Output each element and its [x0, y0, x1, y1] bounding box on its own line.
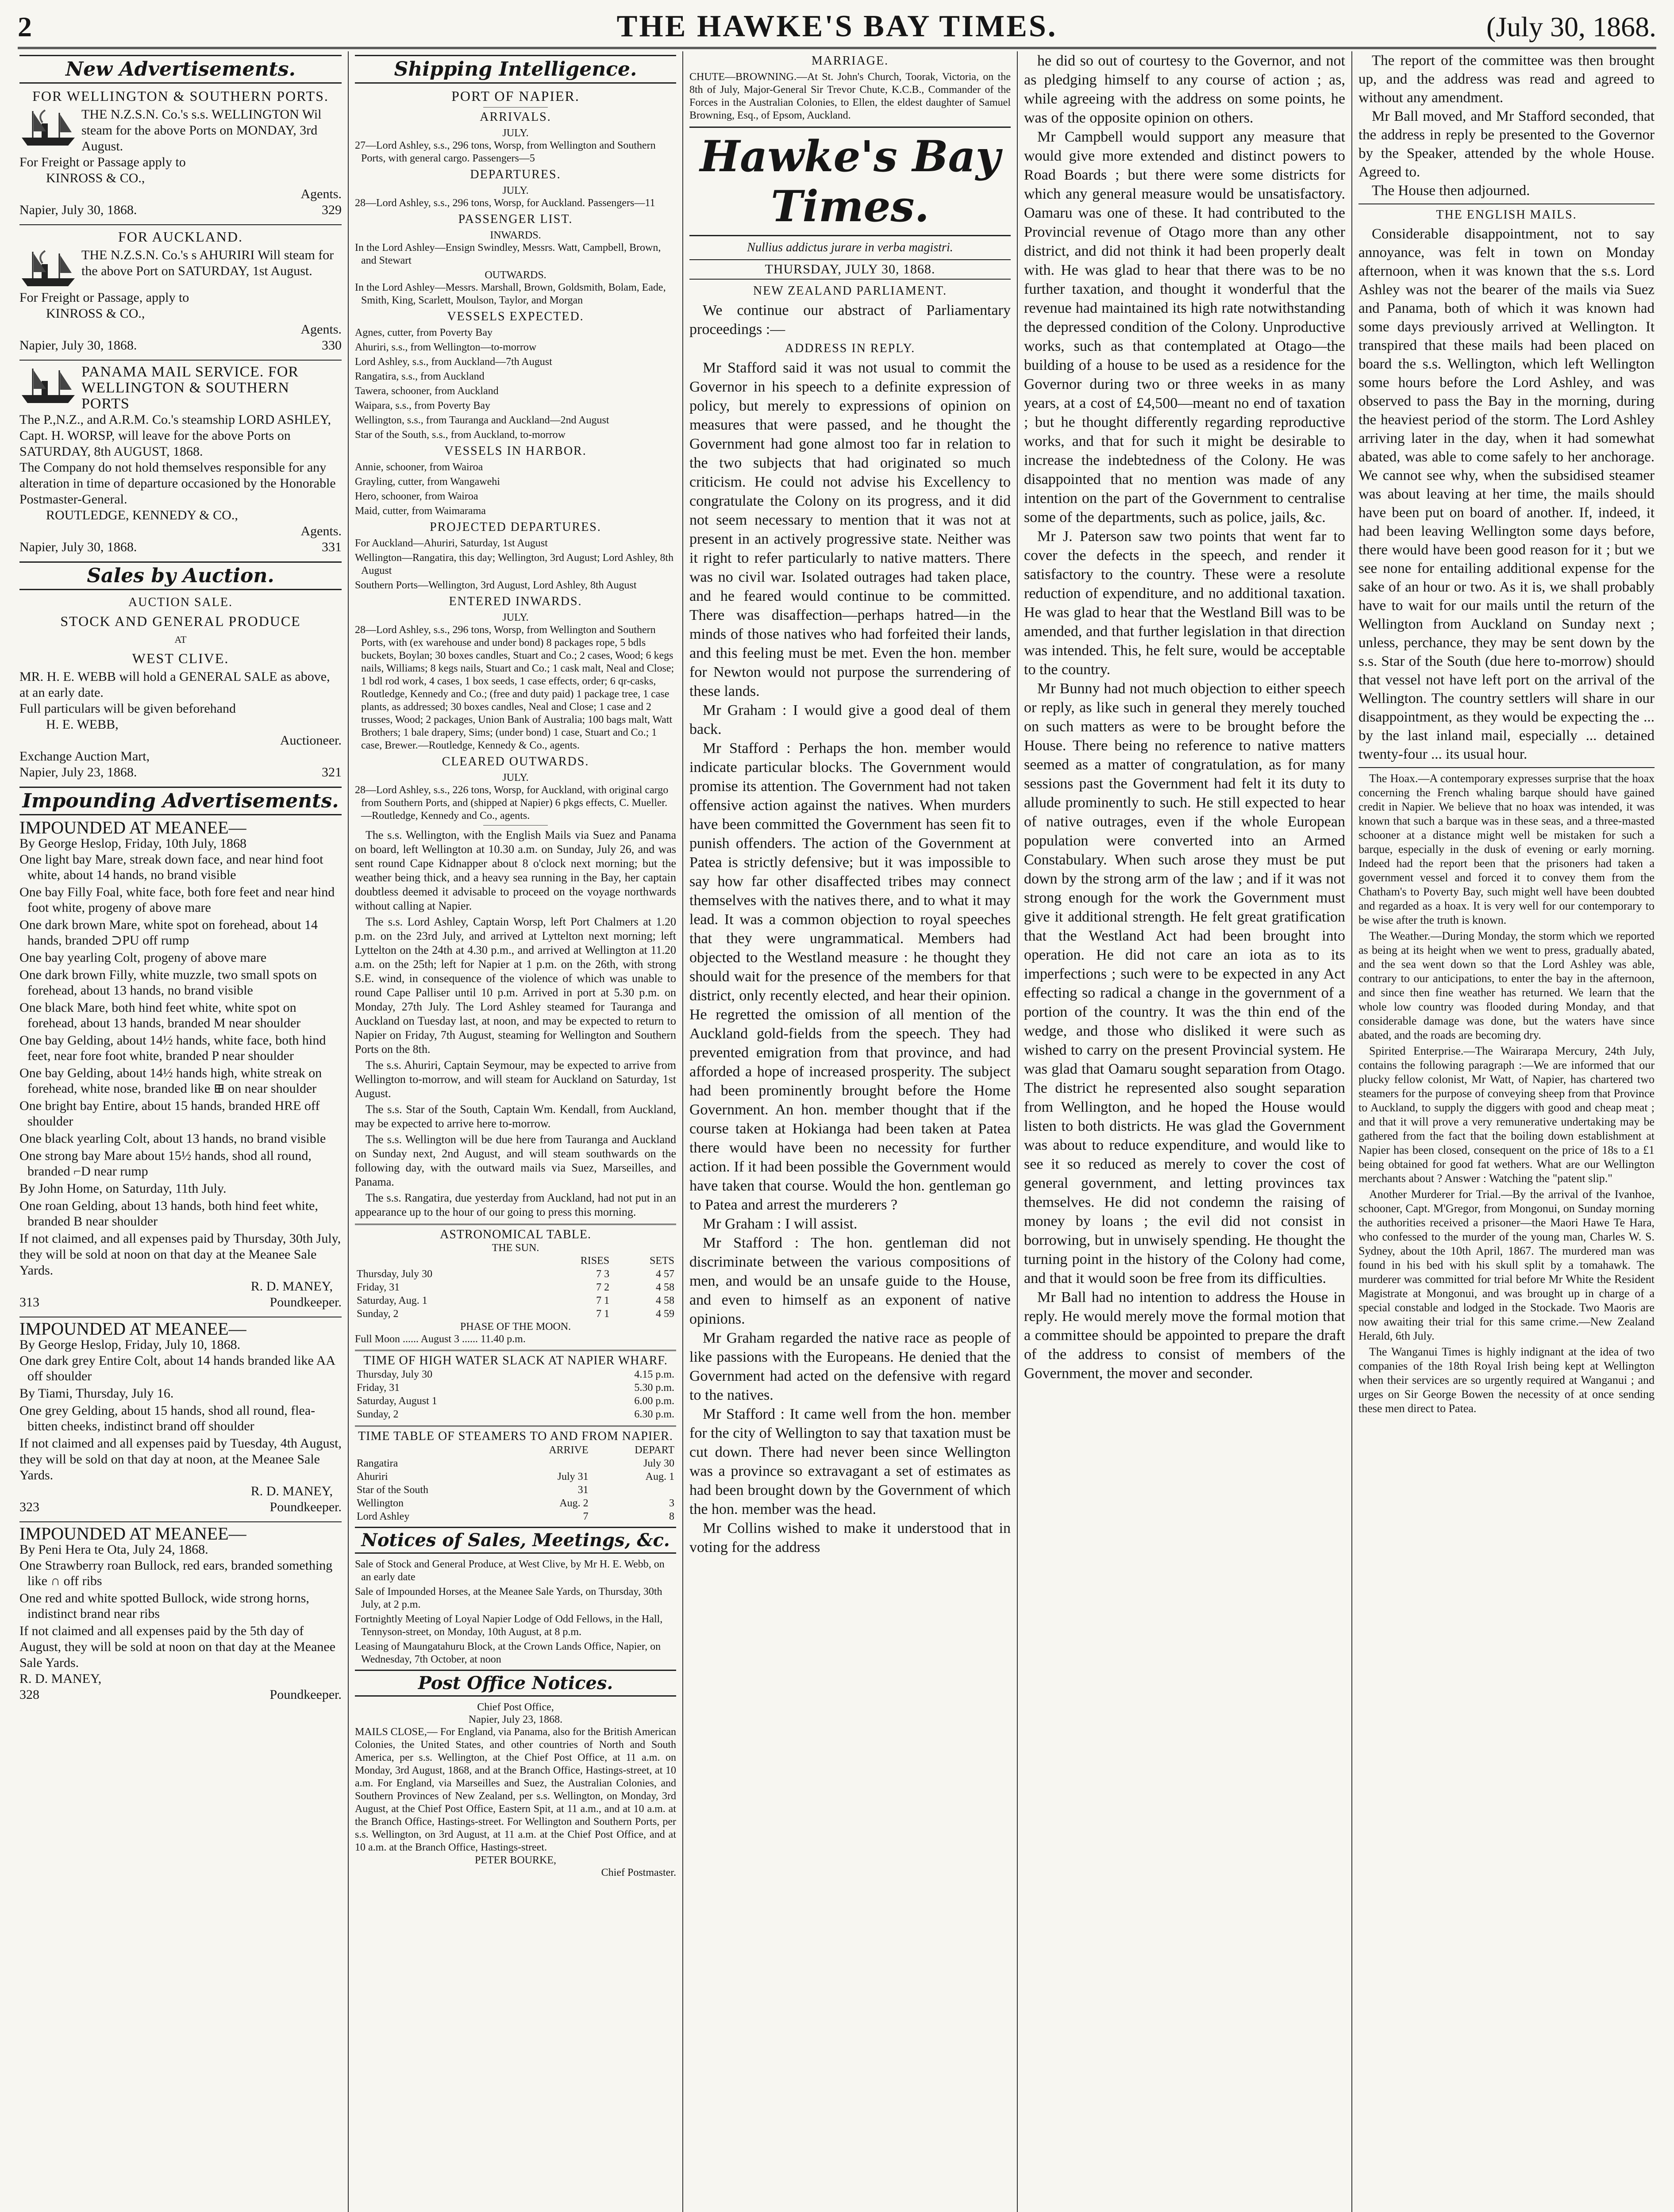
column-header: ARRIVE — [549, 1444, 589, 1456]
outwards-passengers: In the Lord Ashley—Messrs. Marshall, Brown, Goldsmith, Bolam, Eade, Smith, King, Scarlett, Moulson, Taylor, and Morgan — [355, 282, 666, 306]
list-item: The s.s. Wellington, with the English Mails via Suez and Panama on board, left Wellington at 10.30 a.m. on Sunday, July 26, and was sent round Cape Kidnapper about 8 o'clock next morning; but the weather being thick, and a heavy sea running in the Bay, her captain doubtless deemed it advisable to proceed on the voyage northwards without calling at Napier. — [355, 829, 676, 912]
list-item: Maid, cutter, from Waimarama — [355, 505, 486, 517]
ad-title: PANAMA MAIL SERVICE. FOR WELLINGTON & SOUTHERN PORTS — [81, 364, 299, 412]
list-item: The s.s. Rangatira, due yesterday from Auckland, had not put in an appearance up to the hour of our going to press this morning. — [355, 1191, 676, 1218]
arrivals-label: ARRIVALS. — [480, 110, 551, 124]
ad-agents-label: Agents. — [300, 524, 342, 538]
auction-label: AUCTION SALE. — [128, 595, 233, 609]
post-office-date: Napier, July 23, 1868. — [468, 1714, 563, 1725]
inwards-passengers: In the Lord Ashley—Ensign Swindley, Messrs. Watt, Campbell, Brown, and Stewart — [355, 242, 661, 266]
list-item: Tawera, schooner, from Auckland — [355, 385, 499, 397]
auction-by: H. E. WEBB, — [46, 717, 119, 732]
divider — [19, 360, 342, 361]
list-item: The s.s. Star of the South, Captain Wm. Kendall, from Auckland, may be expected to arrive here to-morrow. — [355, 1103, 676, 1130]
newspaper-motto: Nullius addictus jurare in verba magistri. — [747, 241, 953, 254]
pound-title: IMPOUNDED AT MEANEE— — [19, 818, 246, 837]
pound-role: Poundkeeper. — [269, 1500, 342, 1514]
astronomical-table-title: ASTRONOMICAL TABLE. — [355, 1224, 676, 1242]
list-item: Wellington, s.s., from Tauranga and Auckland—2nd August — [355, 415, 609, 426]
table-header — [355, 1444, 676, 1457]
list-item: One dark grey Entire Colt, about 14 hands branded like AA off shoulder — [19, 1353, 335, 1383]
list-item: Fortnightly Meeting of Loyal Napier Lodge of Odd Fellows, in the Hall, Tennyson-street, on Monday, 10th August, at 8 p.m. — [355, 1613, 663, 1638]
parliament-body — [1024, 51, 1345, 1383]
table-cell: 4 59 — [656, 1308, 674, 1320]
pound-by: By George Heslop, Friday, July 10, 1868. — [19, 1337, 241, 1352]
list-item: Annie, schooner, from Wairoa — [355, 461, 483, 473]
table-cell: Rangatira — [357, 1458, 398, 1469]
month-label: JULY. — [502, 772, 529, 783]
month-label: JULY. — [502, 612, 529, 623]
list-item: The Weather.—During Monday, the storm which we reported as being at its height when we went to press, gradually abated, and the sea went down so that the Lord Ashley was able, contrary to our anticipations, to enter the bay in the afternoon, and since then fine weather has returned. We learn that the whole low country was flooded during Monday, and that considerable damage was done, but the waters have since abated, and the roads are becoming dry. — [1358, 929, 1655, 1041]
table-cell: 7 3 — [596, 1268, 610, 1280]
list-item: By Tiami, Thursday, July 16. — [19, 1386, 174, 1401]
column-shipping — [348, 51, 682, 2212]
astronomical-sub: THE SUN. — [492, 1242, 539, 1254]
pound-by: By George Heslop, Friday, 10th July, 1868 — [19, 836, 247, 851]
table-cell: Sunday, 2 — [357, 1409, 399, 1420]
ad-freight: For Freight or Passage, apply to — [19, 290, 189, 305]
vessels-expected-label: VESSELS EXPECTED. — [447, 310, 584, 323]
list-item: One bay Gelding, about 14½ hands, white face, both hind feet, near fore foot white, branded P near shoulder — [19, 1033, 326, 1063]
pound-notice-3 — [19, 1526, 342, 1703]
vessels-in-harbor-label: VESSELS IN HARBOR. — [444, 444, 587, 458]
auction-role: Auctioneer. — [280, 733, 342, 748]
list-item: For Auckland—Ahuriri, Saturday, 1st August — [355, 538, 548, 549]
list-item: The report of the committee was then brought up, and the address was read and agreed to without any amendment. — [1358, 53, 1655, 106]
table-row — [355, 1510, 676, 1523]
table-row — [355, 1381, 676, 1394]
list-item: One bay Filly Foal, white face, both fore feet and near hind foot white, progeny of above mare — [19, 885, 335, 915]
table-row — [355, 1457, 676, 1470]
projected-departures-list — [355, 537, 676, 592]
ad-wellington — [19, 88, 342, 218]
inwards-label: INWARDS. — [490, 230, 541, 241]
pound-sign: R. D. MANEY, — [19, 1671, 102, 1686]
report-body — [1358, 51, 1655, 200]
list-item: Mr Stafford said it was not usual to commit the Governor in his speech to a definite expression of policy, but merely to expressions of opinion on measures that were passed, and he thought the Government had gone almost too far in relation to the two subjects that had originated so much criticism. He could not advise his Excellency to congratulate the Colony on its progress, and it did not seem necessary to mention that it was not at present in an actively progressive state. Neither was it right to refer particularly to native matters. There was no civil war. Isolated outrages had taken place, and he feared would continue to be committed. There was disaffection—perhaps hatred—in the minds of those natives who had forfeited their lands, and this feeling must be met. Even the hon. member for Newton would not purpose the surrendering of these lands. — [689, 360, 1011, 699]
astronomical-table — [355, 1254, 676, 1321]
list-item: Mr Collins wished to make it understood that in voting for the address — [689, 1520, 1011, 1555]
projected-departures-label: PROJECTED DEPARTURES. — [430, 520, 601, 534]
table-cell: Sunday, 2 — [357, 1308, 399, 1320]
pound-items — [19, 1353, 342, 1434]
pound-notice-2 — [19, 1321, 342, 1515]
table-row — [355, 1368, 676, 1381]
auction-place-date: Napier, July 23, 1868. — [19, 765, 137, 780]
columns — [13, 51, 1661, 2212]
ad-auction — [19, 595, 342, 780]
table-cell: 8 — [669, 1511, 674, 1522]
news-items — [1358, 772, 1655, 1416]
column-advertisements — [13, 51, 348, 2212]
sales-by-auction-heading: Sales by Auction. — [19, 561, 342, 590]
list-item: One roan Gelding, about 13 hands, both hind feet white, branded B near shoulder — [19, 1198, 318, 1229]
column-header: RISES — [580, 1255, 610, 1267]
list-item: Spirited Enterprise.—The Wairarapa Mercury, 24th July, contains the following paragraph :—We are informed that our plucky fellow colonist, Mr Watt, of Napier, has chartered two steamers for the purpose of conveying sheep from that Province to Auckland, to supply the diggers with good and cheap meat ; and that it will prove a very remunerative undertaking may be gathered from the fact that the boiling down establishment at Napier has been closed, consequent on the price of 18s to a £1 being obtained for good fat wethers. What are our Wellington merchants about ? Answer : Watching the "patent slip." — [1358, 1045, 1655, 1185]
ad-agent: KINROSS & CO., — [46, 171, 145, 185]
editorial-dateline: THURSDAY, JULY 30, 1868. — [689, 259, 1011, 280]
moon-phase: Full Moon ...... August 3 ...... 11.40 p.m. — [355, 1333, 526, 1345]
month-label: JULY. — [502, 127, 529, 139]
impounding-heading: Impounding Advertisements. — [19, 787, 342, 815]
list-item: Mr Graham regarded the native race as people of like passions with the Europeans. He denied that the Government had acted on the defensive with regard to the natives. — [689, 1330, 1011, 1403]
column-parliament — [1017, 51, 1351, 2212]
list-item: The House then adjourned. — [1372, 183, 1530, 199]
pound-footer: If not claimed, and all expenses paid by Thursday, 30th July, they will be sold at noon on that day at the Meanee Sale Yards. — [19, 1231, 341, 1278]
table-cell: July 30 — [643, 1458, 674, 1469]
vessels-expected-list — [355, 326, 676, 442]
list-item: The s.s. Wellington will be due here from Tauranga and Auckland on Sunday next, 2nd August, and will steam southwards on the following day, with the outward mails via Suez, Marseilles, and Panama. — [355, 1133, 676, 1188]
list-item: One bright bay Entire, about 15 hands, branded HRE off shoulder — [19, 1098, 320, 1129]
section-title: NEW ZEALAND PARLIAMENT. — [753, 284, 947, 298]
table-cell: Thursday, July 30 — [357, 1369, 433, 1380]
auction-number: 321 — [322, 765, 342, 780]
list-item: Leasing of Maungatahuru Block, at the Crown Lands Office, Napier, on Wednesday, 7th October, at noon — [355, 1641, 661, 1665]
divider — [1358, 767, 1655, 768]
new-advertisements-heading: New Advertisements. — [19, 55, 342, 84]
ad-agents-label: Agents. — [300, 322, 342, 337]
entered-inwards-label: ENTERED INWARDS. — [449, 595, 582, 608]
list-item: Grayling, cutter, from Wangawehi — [355, 476, 500, 488]
table-row — [355, 1394, 676, 1408]
table-cell: Aug. 2 — [559, 1498, 589, 1509]
steamship-icon — [19, 247, 77, 290]
list-item: Lord Ashley, s.s., from Auckland—7th August — [355, 356, 552, 368]
table-cell: Saturday, August 1 — [357, 1395, 437, 1407]
auction-mart: Exchange Auction Mart, — [19, 749, 150, 764]
marriage-label: MARRIAGE. — [811, 54, 889, 68]
table-cell: 6.30 p.m. — [634, 1409, 674, 1420]
pound-number: 313 — [19, 1295, 39, 1310]
table-cell: July 31 — [557, 1471, 589, 1482]
table-row — [355, 1497, 676, 1510]
marriage-notice: CHUTE—BROWNING.—At St. John's Church, Toorak, Victoria, on the 8th of July, Major-General Sir Trevor Chute, K.C.B., Commander of the Forces in the Australian Colonies, to Ellen, the eldest daughter of Samuel Browning, Esq., of Epsom, Auckland. — [689, 71, 1011, 121]
table-cell: Friday, 31 — [357, 1282, 400, 1293]
english-mails-body — [1358, 225, 1655, 764]
list-item: he did so out of courtesy to the Governor, and not as pledging himself to any course of action ; as, while agreeing with the address on some points, he was of the opposite opinion on others. — [1024, 53, 1345, 126]
pound-number: 323 — [19, 1500, 39, 1514]
post-office-sign: PETER BOURKE, — [474, 1855, 556, 1866]
ad-number: 330 — [322, 338, 342, 353]
ad-auckland — [19, 229, 342, 353]
outwards-label: OUTWARDS. — [485, 269, 546, 281]
divider — [19, 224, 342, 225]
list-item: Waipara, s.s., from Poverty Bay — [355, 400, 490, 411]
table-row — [355, 1281, 676, 1294]
table-row — [355, 1267, 676, 1281]
steamship-icon — [19, 107, 77, 149]
pound-number: 328 — [19, 1687, 39, 1702]
list-item: Southern Ports—Wellington, 3rd August, Lord Ashley, 8th August — [355, 580, 637, 591]
notices-list — [355, 1558, 676, 1666]
list-item: 27—Lord Ashley, s.s., 296 tons, Worsp, from Wellington and Southern Ports, with general cargo. Passengers—5 — [355, 140, 656, 164]
post-office-place: Chief Post Office, — [477, 1701, 554, 1713]
list-item: Another Murderer for Trial.—By the arrival of the Ivanhoe, schooner, Capt. M'Gregor, from Mongonui, on Sunday morning the authorities received a prisoner—the Maori Hawe Te Hara, who confessed to the murder of the young man, Charles W. S. Sydney, about the 10th April, 1867. The murdered man was found in his bed with his skull split by a tomahawk. The murderer was committed for trial before Mr White the Resident Magistrate at Mongonui, and was brought up in charge of a special constable and lodged in the Stockade. Two Maoris are now awaiting their trial for this same crime.—New Zealand Herald, 6th July. — [1358, 1188, 1655, 1342]
moon-phase-label: PHASE OF THE MOON. — [460, 1321, 571, 1333]
table-cell: 7 1 — [596, 1295, 610, 1306]
list-item: One dark brown Mare, white spot on forehead, about 14 hands, branded ⊃PU off rump — [19, 918, 318, 948]
steamer-table — [355, 1444, 676, 1523]
list-item: Hero, schooner, from Wairoa — [355, 491, 478, 502]
notices-of-sales-heading: Notices of Sales, Meetings, &c. — [355, 1527, 676, 1554]
table-cell: 4 58 — [656, 1295, 674, 1306]
month-label: JULY. — [502, 185, 529, 196]
list-item: Agnes, cutter, from Poverty Bay — [355, 327, 493, 338]
list-item: Mr Bunny had not much objection to either speech or reply, as like such in general they merely touched on such matters as were to be brought before the House. There being no reference to native matters seemed as a matter of congratulation, as for many sessions past the Government had felt it its duty to allude prominently to such. He still expected to hear of native outrages, even if the whole European population were converted into an Armed Constabulary. When such arose they must be put down by the strong arm of the law ; and if it was not strong enough for the work the Government must give it additional strength. He felt great gratification that the Westland Act had been brought into operation. He did not care an iota as to its imperfections ; such were to be expected in any Act effecting so radical a change in the government of a portion of the country. It was the thin end of the wedge, and those who disliked it were such as wished to carry on the present Provincial system. He was glad that Oamaru sought separation from Otago. The district he represented also sought separation from Wellington, and he hoped the House would listen to both districts. He was glad the Government was about to reduce expenditure, and would like to see it so reduced as merely to cover the cost of general government, and letting provinces tax themselves. He did not condemn the raising of money by loans ; the evil did not consist in borrowing, but in unwisely spending. He thought the turning point in the history of the Colony had come, and that it would soon be free from its difficulties. — [1024, 680, 1345, 1286]
post-office-text: MAILS CLOSE,— For England, via Panama, also for the British American Colonies, the United States, and other countries of North and South America, per s.s. Wellington, at the Chief Post Office, at 11 a.m. on Monday, 3rd August, 1868, and at the Branch Office, Hastings-street, at 10 a.m. For England, via Marseilles and Suez, the Australian Colonies, and Southern Provinces of New Zealand, per s.s. Wellington, on Monday, 3rd August, at the Chief Post Office, Eastern Spit, at 11 a.m., and at 10 a.m. at the Branch Office, Hastings-street. For Wellington and Southern Ports, per s.s. Wellington, on 3rd August, at 11 a.m. at the Chief Post Office, and at 10 a.m. at the Branch Office, Hastings-street. — [355, 1726, 676, 1853]
shipping-news — [355, 828, 676, 1219]
list-item: Mr J. Paterson saw two points that went far to cover the defects in the speech, and render it satisfactory to the country. These were a resolute reduction of expenditure, and no additional taxation. He was glad to hear that the Westland Bill was to be amended, and that further legislation in that direction was intended. This, he felt sure, would be acceptable to the country. — [1024, 528, 1345, 678]
masthead — [18, 8, 1656, 49]
table-row — [355, 1307, 676, 1321]
column-header: SETS — [649, 1255, 674, 1267]
list-item: Mr Stafford : It came well from the hon. member for the city of Wellington to say that taxation must be cut down. There had never been since Wellington was a province so extravagant a set of estimates as had been brought down by the Government of which the hon. member was the head. — [689, 1406, 1011, 1517]
steamer-table-title: TIME TABLE OF STEAMERS TO AND FROM NAPIER. — [355, 1425, 676, 1444]
table-cell: Aug. 1 — [645, 1471, 674, 1482]
pound-items — [19, 852, 342, 1229]
list-item: The s.s. Lord Ashley, Captain Worsp, left Port Chalmers at 1.20 p.m. on the 23rd July, and arrived at Lyttelton next morning; left Lyttelton on the 24th at 4.30 p.m., and arrived at Wellington at 11.20 a.m. on the 25th; left for Napier at 1 p.m. on the 26th, with strong S.E. wind, in consequence of the violence of which was unable to round Cape Palliser until 10 p.m. Arrived in port at 5.30 p.m. on Monday, 27th July. The Lord Ashley steamed for Tauranga and Auckland on Tuesday last, at noon, and may be expected to return to Napier on Friday, 7th August, steaming for Wellington and Southern Ports on the 8th. — [355, 915, 676, 1056]
list-item: One bay Gelding, about 14½ hands high, white streak on forehead, white nose, branded like ⊞ on near shoulder — [19, 1066, 322, 1096]
ad-place-date: Napier, July 30, 1868. — [19, 203, 137, 217]
table-cell: Lord Ashley — [357, 1511, 410, 1522]
pound-role: Poundkeeper. — [269, 1295, 342, 1310]
table-cell: Ahuriri — [357, 1471, 388, 1482]
list-item: Mr Graham : I will assist. — [703, 1216, 858, 1232]
pound-items — [19, 1558, 342, 1621]
departures-label: DEPARTURES. — [470, 168, 561, 181]
list-item: Considerable disappointment, not to say annoyance, was felt in town on Monday afternoon, when it was known that the s.s. Lord Ashley was not the bearer of the mails via Suez and Panama, both of which it was known had some days previously arrived at Wellington. It transpired that these mails had been placed on board the s.s. Wellington, which left Wellington some hours before the Lord Ashley, and was observed to pass the Bay in the morning, during the heaviest period of the storm. The Lord Ashley arriving later in the day, when it had somewhat abated, was able to come safely to her anchorage. We cannot see why, when the subsidised steamer was about leaving at her time, the mails should have been put on board of another. If, indeed, it had been leaving Wellington some days before, there would have been good reason for it ; but we see none for entailing additional expense for the sake of an hour or two. As it is, we shall probably have to wait for our mails until the return of the Wellington from Auckland on Sunday next ; unless, perchance, they may be sent down by the s.s. Star of the South (due here to-morrow) should that vessel not have left port on the arrival of the Wellington. The country settlers will share in our disappointment, as they would be expecting the ... by the last inland mail, especially ... detained twenty-four ... its usual hour. — [1358, 226, 1655, 762]
column-news — [1351, 51, 1661, 2212]
pound-footer: If not claimed and all expenses paid by the 5th day of August, they will be sold at noon on that day at the Meanee Sale Yards. — [19, 1624, 336, 1670]
cleared-outwards-label: CLEARED OUTWARDS. — [442, 755, 589, 768]
table-cell: 4 57 — [656, 1268, 674, 1280]
table-cell: 4 58 — [656, 1282, 674, 1293]
tide-table-title: TIME OF HIGH WATER SLACK AT NAPIER WHARF. — [355, 1350, 676, 1368]
list-item: 28—Lord Ashley, s.s., 296 tons, Worsp, for Auckland. Passengers—11 — [355, 197, 655, 209]
pound-notice-1 — [19, 820, 342, 1310]
ad-panama-mail — [19, 364, 342, 555]
list-item: One Strawberry roan Bullock, red ears, branded something like ∩ off ribs — [19, 1558, 333, 1588]
entered-inwards-text: 28—Lord Ashley, s.s., 296 tons, Worsp, from Wellington and Southern Ports, with (ex warehouse and under bond) 8 packages rope, 5 bdls buckets, Boylan; 30 boxes candles, Stuart and Co.; 2 cases, Wood; 6 kegs nails, Williams; 8 kegs nails, Stuart and Co.; 1 cask malt, Neal and Close; 1 bdl rod work, 4 cases, 1 box seeds, 1 case effects, order; 6 qr-casks, Routledge, Kennedy and Co.; (free and duty paid) 1 package tree, 1 case plants, as addressed; 30 boxes candles, Neal and Close; 1 case and 2 trusses, Wood; 2 packages, Union Bank of Australia; 100 bags malt, Watt Brothers; 1 bale drapery, Sims; (under bond) 1 case, Stuart and Co.; 1 case, Brewer.—Routledge, Kennedy & Co., agents. — [355, 624, 674, 751]
table-cell: 4.15 p.m. — [634, 1369, 674, 1380]
auction-text: MR. H. E. WEBB will hold a GENERAL SALE as above, at an early date. — [19, 669, 330, 700]
pound-by: By Peni Hera te Ota, July 24, 1868. — [19, 1542, 208, 1557]
pound-footer: If not claimed and all expenses paid by Tuesday, 4th August, they will be sold on that day at noon, at the Meanee Sale Yards. — [19, 1436, 342, 1482]
divider — [483, 825, 547, 826]
post-office-role: Chief Postmaster. — [601, 1867, 676, 1878]
divider — [19, 1521, 342, 1522]
list-item: One light bay Mare, streak down face, and near hind foot white, about 14 hands, no brand visible — [19, 852, 323, 882]
divider — [483, 107, 547, 108]
auction-at: AT — [174, 634, 187, 645]
post-office-heading: Post Office Notices. — [355, 1670, 676, 1697]
newspaper-nameplate: Hawke's Bay Times. — [689, 127, 1011, 236]
list-item: Sale of Impounded Horses, at the Meanee Sale Yards, on Thursday, 30th July, at 2 p.m. — [355, 1586, 662, 1610]
auction-place: WEST CLIVE. — [132, 650, 229, 666]
ad-text: THE N.Z.S.N. Co.'s s.s. WELLINGTON Wil steam for the above Ports on MONDAY, 3rd August. — [81, 107, 322, 154]
ad-text: THE N.Z.S.N. Co.'s s AHURIRI Will steam for the above Port on SATURDAY, 1st August. — [81, 248, 334, 278]
port-heading: PORT OF NAPIER. — [451, 88, 580, 104]
ad-place-date: Napier, July 30, 1868. — [19, 540, 137, 554]
list-item: The s.s. Ahuriri, Captain Seymour, may be expected to arrive from Wellington to-morrow, and will steam for Auckland on Saturday, 1st August. — [355, 1059, 676, 1100]
ad-agent: ROUTLEDGE, KENNEDY & CO., — [46, 508, 238, 522]
vessels-in-harbor-list — [355, 461, 676, 518]
column-editorial — [682, 51, 1017, 2212]
list-item: Ahuriri, s.s., from Wellington—to-morrow — [355, 342, 537, 353]
pound-sign: R. D. MANEY, — [250, 1279, 333, 1294]
ad-route: FOR AUCKLAND. — [118, 229, 243, 245]
ad-text: The P.,N.Z., and A.R.M. Co.'s steamship LORD ASHLEY, Capt. H. WORSP, will leave for the above Ports on SATURDAY, 8th AUGUST, 1868. — [19, 412, 331, 459]
list-item: One bay yearling Colt, progeny of above mare — [19, 950, 267, 965]
auction-particulars: Full particulars will be given beforehand — [19, 701, 236, 716]
steamship-icon — [19, 364, 77, 407]
table-cell: Wellington — [357, 1498, 404, 1509]
list-item: Mr Ball had no intention to address the House in reply. He would merely move the formal motion that a committee should be appointed to prepare the draft of the address to consist of members of the Government, the mover and seconder. — [1024, 1289, 1345, 1382]
table-cell: Saturday, Aug. 1 — [357, 1295, 427, 1306]
shipping-intelligence-heading: Shipping Intelligence. — [355, 55, 676, 84]
table-cell: 6.00 p.m. — [634, 1395, 674, 1407]
passenger-list-label: PASSENGER LIST. — [458, 212, 573, 226]
list-item: Mr Graham : I would give a good deal of them back. — [689, 702, 1011, 737]
list-item: Mr Stafford : The hon. gentleman did not discriminate between the various compositions of men, and would be an unsafe guide to the House, and even to himself as an exponent of native opinions. — [689, 1235, 1011, 1327]
pound-sign: R. D. MANEY, — [250, 1484, 333, 1498]
ad-agents-label: Agents. — [300, 187, 342, 201]
list-item: Mr Campbell would support any measure that would give more extended and distinct powers to Road Boards ; but there were some districts for which any general measure would be unsatisfactory. Oamaru was one of these. It had contributed to the Provincial revenue of Otago more than any other district, and did not think it had been properly dealt with. He was glad to hear that there was to be no further taxation, and thought it wonderful that the revenue had maintained its high rate notwithstanding the depressed condition of the Colony. Unproductive works, such as that contemplated at Otago—the building of a house to be used as a residence for the Governor during two or three weeks in as many years, at a cost of £4,500—meant no end of taxation ; but he thought differently regarding reproductive works, and that for such it might be desirable to increase the indebtedness of the Colony. He was disappointed that no mention was made of any intention on the part of the Government to centralise some of the departments, such as police, jails, &c. — [1024, 129, 1345, 526]
auction-title: STOCK AND GENERAL PRODUCE — [60, 613, 301, 629]
table-cell: Friday, 31 — [357, 1382, 400, 1394]
table-cell: Star of the South — [357, 1484, 428, 1496]
column-header: DEPART — [635, 1444, 674, 1456]
pound-title: IMPOUNDED AT MEANEE— — [19, 1319, 246, 1339]
page-number: 2 — [18, 11, 32, 42]
table-header — [355, 1254, 676, 1267]
list-item: One red and white spotted Bullock, wide strong horns, indistinct brand near ribs — [19, 1591, 309, 1621]
table-row — [355, 1294, 676, 1307]
arrivals-list — [355, 139, 676, 165]
newspaper-title: THE HAWKE'S BAY TIMES. — [616, 9, 1058, 43]
list-item: Mr Ball moved, and Mr Stafford seconded, that the address in reply be presented to the Governor by the Speaker, attended by the whole House. Agreed to. — [1358, 108, 1655, 180]
editorial-body — [689, 358, 1011, 1557]
ad-route: FOR WELLINGTON & SOUTHERN PORTS. — [32, 88, 329, 104]
table-cell: 5.30 p.m. — [634, 1382, 674, 1394]
list-item: One black Mare, both hind feet white, white spot on forehead, about 13 hands, branded M near shoulder — [19, 1000, 301, 1030]
list-item: One dark brown Filly, white muzzle, two small spots on forehead, about 13 hands, no brand visible — [19, 968, 317, 998]
ad-number: 331 — [322, 540, 342, 554]
list-item: One grey Gelding, about 15 hands, shod all round, flea-bitten cheeks, indistinct brand off shoulder — [19, 1403, 316, 1433]
table-cell: 7 1 — [596, 1308, 610, 1320]
list-item: The Wanganui Times is highly indignant at the idea of two companies of the 18th Royal Irish being kept at Wellington when their services are so urgently required at Wanganui ; and urges on Sir George Bowen the necessity of at once sending these men direct to Patea. — [1358, 1345, 1655, 1415]
list-item: Wellington—Rangatira, this day; Wellington, 3rd August; Lord Ashley, 8th August — [355, 552, 674, 576]
list-item: One black yearling Colt, about 13 hands, no brand visible — [19, 1131, 326, 1146]
table-row — [355, 1483, 676, 1497]
ad-agent: KINROSS & CO., — [46, 306, 145, 321]
intro-text: We continue our abstract of Parliamentary proceedings :— — [689, 302, 1011, 338]
list-item: By John Home, on Saturday, 11th July. — [19, 1181, 227, 1196]
issue-date: (July 30, 1868. — [1486, 11, 1656, 42]
list-item: One strong bay Mare about 15½ hands, shod all round, branded ⌐D near rump — [19, 1148, 312, 1179]
list-item: Star of the South, s.s., from Auckland, to-morrow — [355, 429, 566, 441]
ad-freight: For Freight or Passage apply to — [19, 155, 186, 169]
list-item: Mr Stafford : Perhaps the hon. member would indicate particular blocks. The Government would promise its attention. The Government had not taken offensive action against the natives. When murders have been committed the Government has seen fit to punish offenders. The action of the Government at Patea is strictly defensive; but it was impossible to say how far other disaffected tribes may connect themselves with the natives there, and to what it may lead. It was a common objection to royal speeches that they were ungrammatical. Members had objected to the Westland measure : he thought they should wait for the presence of the members for that district, only recently elected, and hear their opinion. He regretted the omission of all mention of the Auckland gold-fields from the speech. They had prevented emigration from that province, and had afforded a hope of increased prosperity. The subject had been prominently brought before the Home Government. An hon. member thought that if the course taken at Hokianga had been taken at Patea there would have been no necessity for further action. If it had been possible the Government would have taken that course. Would the hon. gentleman go to Patea and arrest the murderers ? — [689, 740, 1011, 1213]
pound-title: IMPOUNDED AT MEANEE— — [19, 1524, 246, 1544]
table-cell — [504, 1457, 590, 1470]
table-row — [355, 1408, 676, 1421]
cleared-outwards-text: 28—Lord Ashley, s.s., 226 tons, Worsp, for Auckland, with original cargo from Southern Ports, and (shipped at Napier) 6 pkgs effects, C. Mueller.—Routledge, Kennedy and Co., agents. — [355, 784, 669, 822]
ad-notice: The Company do not hold themselves responsible for any alteration in time of departure occasioned by the Honorable Postmaster-General. — [19, 460, 336, 507]
table-cell: 31 — [577, 1484, 589, 1496]
table-cell: 3 — [669, 1498, 674, 1509]
table-cell: 7 2 — [596, 1282, 610, 1293]
list-item: Sale of Stock and General Produce, at West Clive, by Mr H. E. Webb, on an early date — [355, 1559, 665, 1583]
list-item: Rangatira, s.s., from Auckland — [355, 371, 485, 382]
english-mails-title: THE ENGLISH MAILS. — [1436, 208, 1577, 222]
tide-table — [355, 1368, 676, 1421]
table-cell — [590, 1483, 676, 1497]
ad-number: 329 — [322, 203, 342, 217]
sub-title: ADDRESS IN REPLY. — [785, 342, 916, 355]
table-row — [355, 1470, 676, 1483]
table-cell: 7 — [583, 1511, 589, 1522]
table-cell: Thursday, July 30 — [357, 1268, 433, 1280]
pound-role: Poundkeeper. — [269, 1687, 342, 1702]
ad-place-date: Napier, July 30, 1868. — [19, 338, 137, 353]
list-item: The Hoax.—A contemporary expresses surprise that the hoax concerning the French whaling barque should have gained credit in Napier. We believe that no hoax was intended, it was known that such a barque was in these seas, and a three-masted schooner at a distance might well be mistaken for such a barque, especially in the dusk of evening or early morning. Indeed had the report been that the prisoners had taken a government vessel and forced it to convey them from the Chatham's to Poverty Bay, such might well have been doubted and regarded as a hoax. It is very well for our contemporary to be wise after the truth is known. — [1358, 772, 1655, 926]
departures-list — [355, 197, 676, 210]
